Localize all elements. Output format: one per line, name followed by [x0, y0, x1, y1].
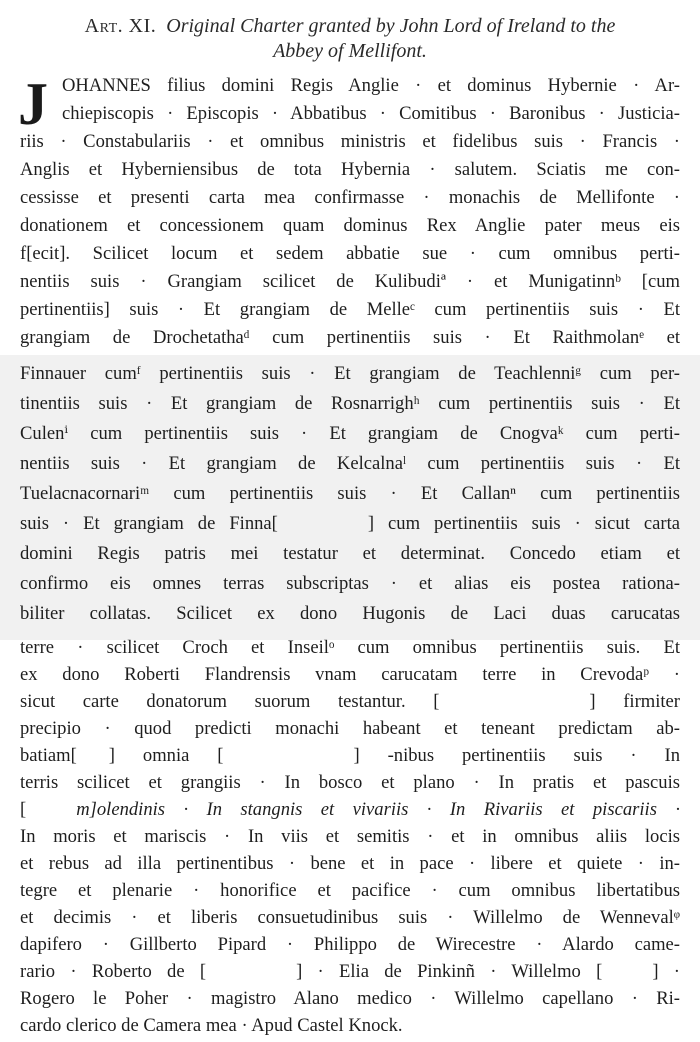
article-heading-line-2: Abbey of Mellifont. — [273, 40, 427, 62]
charter-line-24 — [20, 742, 680, 769]
charter-line-32-part-2: ] · Elia de Pinkinñ · Willelmo [ — [296, 961, 603, 982]
charter-line-22-end: ] firmiter — [589, 691, 681, 712]
charter-line-11: Finnauer cumᶠ pertinentiis suis · Et grangiam de Teachlenniᵍ cum per- — [20, 363, 680, 384]
charter-line-8: nentiis suis · Grangiam scilicet de Kulibudiª · et Munigatinnᵇ [cum — [20, 271, 680, 292]
charter-line-30: et decimis · et liberis consuetudinibus suis · Willelmo de Wennevalᵠ — [20, 907, 680, 928]
charter-line-23: precipio · quod predicti monachi habeant et teneant predictam ab- — [20, 718, 680, 739]
charter-line-31: dapifero · Gillberto Pipard · Philippo de Wirecestre · Alardo came- — [20, 934, 680, 955]
charter-line-20: terre · scilicet Croch et Inseilᵒ cum omnibus pertinentiis suis. Et — [20, 637, 680, 658]
charter-line-26-end: m]olendinis · In stangnis et vivariis · In Rivariis et piscariis · — [76, 799, 680, 820]
charter-line-7: f[ecit]. Scilicet locum et sedem abbatie sue · cum omnibus perti- — [20, 243, 680, 264]
charter-line-14: nentiis suis · Et grangiam de Kelcalnaˡ cum pertinentiis suis · Et — [20, 453, 680, 474]
charter-line-17: domini Regis patris mei testatur et determinat. Concedo etiam et — [20, 543, 680, 564]
charter-line-22 — [20, 688, 680, 715]
article-heading-line-1: Original Charter granted by John Lord of Ireland to the — [166, 15, 616, 37]
charter-line-5: cessisse et presenti carta mea confirmasse · monachis de Mellifonte · — [20, 187, 680, 208]
charter-line-1: OHANNES filius domini Regis Anglie · et dominus Hybernie · Ar- — [62, 75, 680, 96]
charter-line-24-part-3: ] -nibus pertinentiis suis · In — [353, 745, 680, 766]
article-label: Art. XI. — [84, 15, 157, 37]
charter-line-3: riis · Constabulariis · et omnibus ministris et fidelibus suis · Francis · — [20, 131, 680, 152]
charter-line-16-end: ] cum pertinentiis suis · sicut carta — [367, 513, 680, 534]
charter-line-13: Culenⁱ cum pertinentiis suis · Et grangiam de Cnogvaᵏ cum perti- — [20, 423, 680, 444]
charter-line-34: cardo clerico de Camera mea · Apud Castel Knock. — [20, 1015, 403, 1036]
charter-line-24-part-1: batiam[ — [20, 745, 77, 766]
charter-line-2: chiepiscopis · Episcopis · Abbatibus · Comitibus · Baronibus · Justicia- — [62, 103, 680, 124]
charter-line-21: ex dono Roberti Flandrensis vnam carucatam terre in Crevodaᵖ · — [20, 664, 680, 685]
charter-line-33: Rogero le Poher · magistro Alano medico · Willelmo capellano · Ri- — [20, 988, 680, 1009]
charter-line-12: tinentiis suis · Et grangiam de Rosnarrighʰ cum pertinentiis suis · Et — [20, 393, 680, 414]
charter-line-32-part-3: ] · — [652, 961, 680, 982]
charter-line-6: donationem et concessionem quam dominus Rex Anglie pater meus eis — [20, 215, 680, 236]
charter-line-27: In moris et mariscis · In viis et semitis · et in omnibus aliis locis — [20, 826, 680, 847]
charter-line-4: Anglis et Hyberniensibus de tota Hybernia · salutem. Sciatis me con- — [20, 159, 680, 180]
charter-line-9: pertinentiis] suis · Et grangiam de Melleᶜ cum pertinentiis suis · Et — [20, 299, 680, 320]
charter-line-24-part-2: ] omnia [ — [108, 745, 224, 766]
charter-line-25: terris scilicet et grangiis · In bosco et plano · In pratis et pascuis — [20, 772, 680, 793]
charter-line-10: grangiam de Drochetathaᵈ cum pertinentiis suis · Et Raithmolanᵉ et — [20, 327, 680, 348]
charter-line-16-start: suis · Et grangiam de Finna[ — [20, 513, 278, 534]
charter-line-28: et rebus ad illa pertinentibus · bene et in pace · libere et quiete · in- — [20, 853, 680, 874]
charter-line-16 — [20, 510, 680, 538]
charter-line-26-start: [ — [20, 799, 27, 820]
article-heading — [20, 14, 680, 64]
charter-line-29: tegre et plenarie · honorifice et pacifice · cum omnibus libertatibus — [20, 880, 680, 901]
charter-line-19: biliter collatas. Scilicet ex dono Hugonis de Laci duas carucatas — [20, 603, 680, 624]
charter-line-18: confirmo eis omnes terras subscriptas · et alias eis postea rationa- — [20, 573, 680, 594]
charter-line-32 — [20, 958, 680, 985]
charter-line-26 — [20, 796, 680, 823]
charter-line-32-part-1: rario · Roberto de [ — [20, 961, 207, 982]
charter-line-15: Tuelacnacornariᵐ cum pertinentiis suis · Et Callanⁿ cum pertinentiis — [20, 483, 680, 504]
charter-line-22-start: sicut carte donatorum suorum testantur. [ — [20, 691, 440, 712]
drop-cap: J — [18, 71, 48, 137]
